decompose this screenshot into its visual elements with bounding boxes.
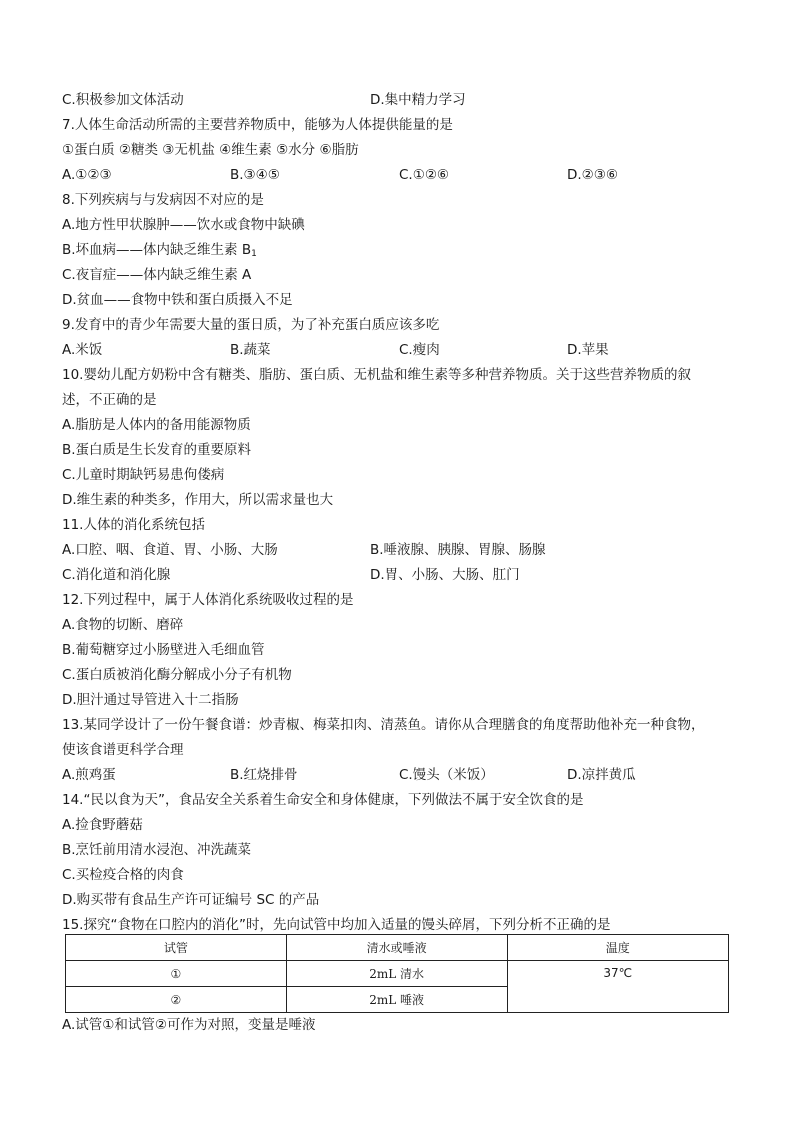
q13-option-d: D.凉拌黄瓜 xyxy=(567,767,636,783)
q11-option-b: B.唾液腺、胰腺、胃腺、肠腺 xyxy=(370,542,546,558)
q14-stem: 14.“民以食为天”，食品安全关系着生命安全和身体健康，下列做法不属于安全饮食的是 xyxy=(62,792,584,808)
q7-option-a: A.①②③ xyxy=(62,167,112,183)
q14-option-c: C.买检疫合格的肉食 xyxy=(62,867,184,883)
q9-option-a: A.米饭 xyxy=(62,342,103,358)
q12-option-b: B.葡萄糖穿过小肠壁进入毛细血管 xyxy=(62,642,265,658)
q9-stem: 9.发育中的青少年需要大量的蛋日质，为了补充蛋白质应该多吃 xyxy=(62,317,440,333)
q8-option-b xyxy=(62,238,732,263)
q9-option-c: C.瘦肉 xyxy=(399,342,440,358)
q12-option-d: D.胆汁通过导管进入十二指肠 xyxy=(62,692,239,708)
q12-option-c: C.蛋白质被消化酶分解成小分子有机物 xyxy=(62,667,292,683)
q9-option-d: D.苹果 xyxy=(567,342,609,358)
q8-option-d: D.贫血——食物中铁和蛋白质摄入不足 xyxy=(62,292,293,308)
q7-option-b: B.③④⑤ xyxy=(230,167,280,183)
header-tube: 试管 xyxy=(66,935,287,961)
q10-option-d: D.维生素的种类多，作用大，所以需求量也大 xyxy=(62,492,334,508)
q8-option-b-text: B.坏血病——体内缺乏维生素 B xyxy=(62,242,252,258)
q6-option-d: D.集中精力学习 xyxy=(370,92,466,108)
q6-option-c: C.积极参加文体活动 xyxy=(62,92,184,108)
tube-cell: ① xyxy=(66,961,287,987)
table-row xyxy=(66,961,729,987)
q15-stem: 15.探究“食物在口腔内的消化”时，先向试管中均加入适量的馒头碎屑，下列分析不正确的是 xyxy=(62,917,611,933)
q12-stem: 12.下列过程中，属于人体消化系统吸收过程的是 xyxy=(62,592,354,608)
q8-stem: 8.下列疾病与与发病因不对应的是 xyxy=(62,192,264,208)
q11-stem: 11.人体的消化系统包括 xyxy=(62,517,205,533)
q11-options-cd xyxy=(62,563,732,588)
q8-option-a: A.地方性甲状腺肿——饮水或食物中缺碘 xyxy=(62,217,305,233)
q11-option-d: D.胃、小肠、大肠、肛门 xyxy=(370,567,520,583)
table-header-row xyxy=(66,935,729,961)
q10-option-a: A.脂肪是人体内的备用能源物质 xyxy=(62,417,251,433)
exam-page xyxy=(62,88,732,938)
q14-option-d: D.购买带有食品生产许可证编号 SC 的产品 xyxy=(62,892,320,908)
header-liquid: 清水或唾液 xyxy=(286,935,507,961)
q11-option-a: A.口腔、咽、食道、胃、小肠、大肠 xyxy=(62,542,278,558)
q14-option-b: B.烹饪前用清水浸泡、冲洗蔬菜 xyxy=(62,842,252,858)
q9-option-b: B.蔬菜 xyxy=(230,342,271,358)
q11-option-c: C.消化道和消化腺 xyxy=(62,567,171,583)
liquid-cell: 2mL 唾液 xyxy=(286,987,507,1013)
q13-options xyxy=(62,763,732,788)
q7-stem: 7.人体生命活动所需的主要营养物质中，能够为人体提供能量的是 xyxy=(62,117,453,133)
q7-option-d: D.②③⑥ xyxy=(567,167,618,183)
q14-option-a: A.捡食野蘑菇 xyxy=(62,817,143,833)
q12-option-a: A.食物的切断、磨碎 xyxy=(62,617,184,633)
q13-option-c: C.馒头（米饭） xyxy=(399,767,494,783)
q13-stem-line1: 13.某同学设计了一份午餐食谱：炒青椒、梅菜扣肉、清蒸鱼。请你从合理膳食的角度帮助他补充一种食物， xyxy=(62,717,705,733)
q11-options-ab xyxy=(62,538,732,563)
q10-option-c: C.儿童时期缺钙易患佝偻病 xyxy=(62,467,225,483)
q13-stem-line2: 使该食谱更科学合理 xyxy=(62,742,184,758)
q13-option-b: B.红烧排骨 xyxy=(230,767,298,783)
q7-options xyxy=(62,163,732,188)
q10-option-b: B.蛋白质是生长发育的重要原料 xyxy=(62,442,252,458)
q8-option-c: C.夜盲症——体内缺乏维生素 A xyxy=(62,267,252,283)
q8-option-b-subscript: 1 xyxy=(251,249,257,259)
q13-option-a: A.煎鸡蛋 xyxy=(62,767,116,783)
q6-options-cd xyxy=(62,88,732,113)
q7-option-c: C.①②⑥ xyxy=(399,167,450,183)
temperature-cell: 37℃ xyxy=(507,961,728,1013)
liquid-cell: 2mL 清水 xyxy=(286,961,507,987)
q7-items: ①蛋白质 ②糖类 ③无机盐 ④维生素 ⑤水分 ⑥脂肪 xyxy=(62,142,359,158)
q15-option-a: A.试管①和试管②可作为对照，变量是唾液 xyxy=(62,1017,316,1033)
q10-stem-line2: 述，不正确的是 xyxy=(62,392,157,408)
tube-cell: ② xyxy=(66,987,287,1013)
q10-stem-line1: 10.婴幼儿配方奶粉中含有糖类、脂肪、蛋白质、无机盐和维生素等多种营养物质。关于这些营养物质的叙 xyxy=(62,367,691,383)
header-temperature: 温度 xyxy=(507,935,728,961)
experiment-table xyxy=(65,934,729,1013)
q9-options xyxy=(62,338,732,363)
